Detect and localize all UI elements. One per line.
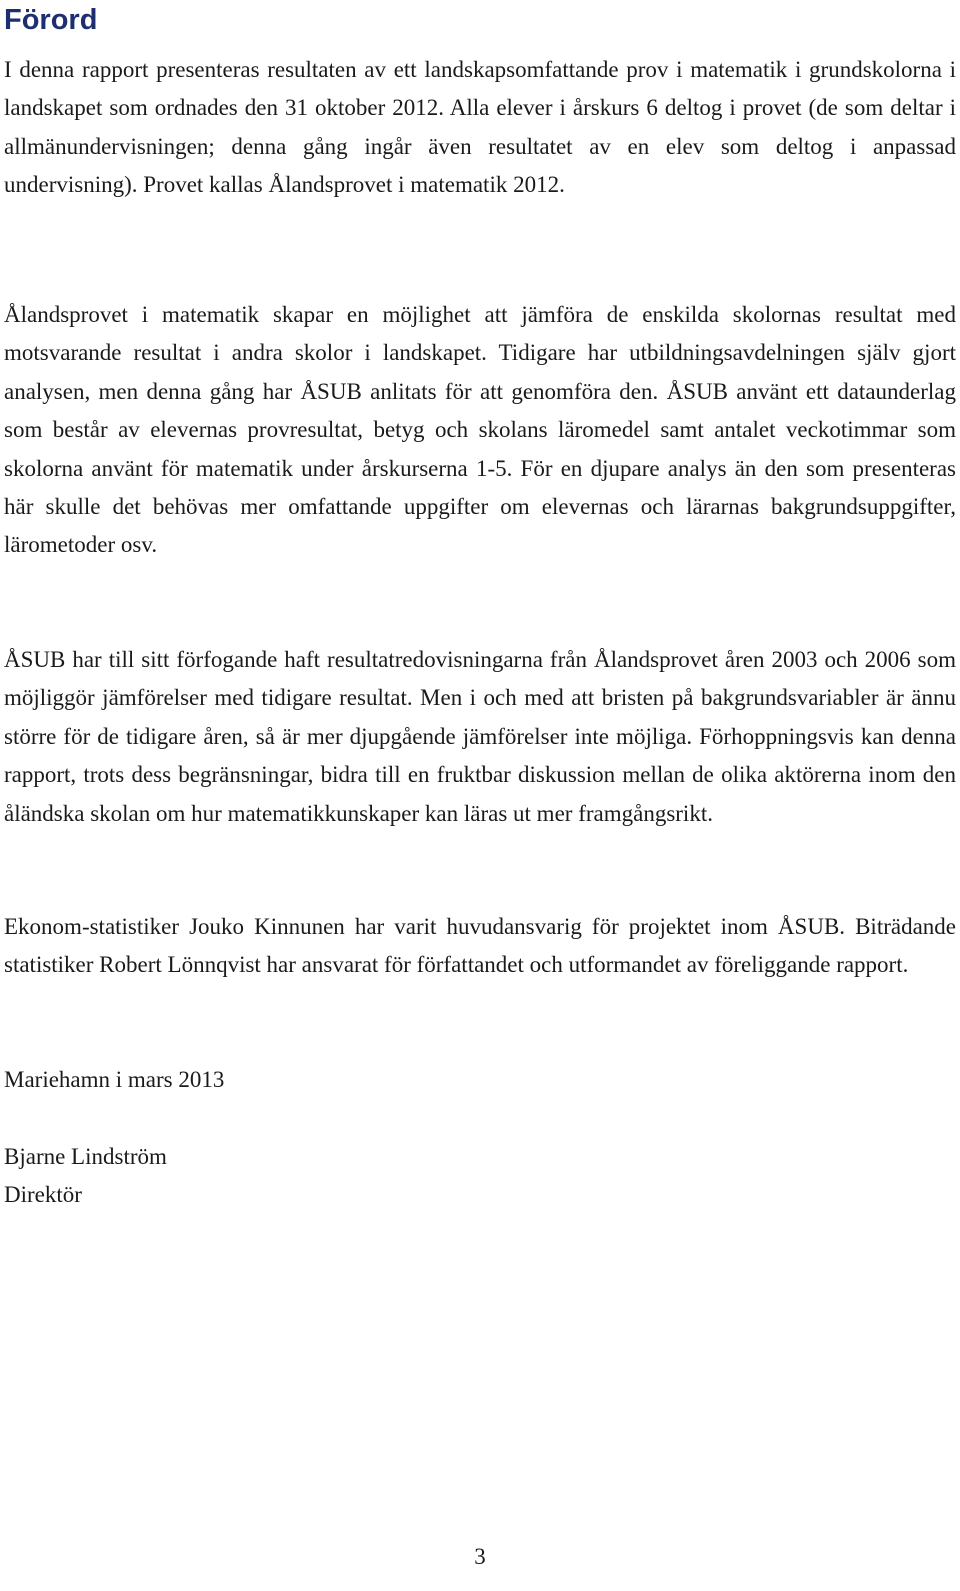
paragraph-intro: I denna rapport presenteras resultaten av ett landskapsomfattande prov i matematik i grundskolorna i landskapet som ordnades den 31 oktober 2012. Alla elever i årskurs 6 deltog i provet (de som deltar i allmänundervisningen; denna gång ingår även resultatet av en elev som deltog i anpassad undervisning). Provet kallas Ålandsprovet i matematik 2012. <box>4 57 956 198</box>
document-page <box>4 0 956 1569</box>
signature-name: Bjarne Lindström <box>4 1144 167 1169</box>
paragraph-authors: Ekonom-statistiker Jouko Kinnunen har varit huvudansvarig för projektet inom ÅSUB. Biträdande statistiker Robert Lönnqvist har ansvarat för författandet och utformandet av föreliggande rapport. <box>4 914 956 978</box>
page-title: Förord <box>4 4 98 36</box>
page-number: 3 <box>474 1544 486 1569</box>
paragraph-purpose: Ålandsprovet i matematik skapar en möjlighet att jämföra de enskilda skolornas resultat med motsvarande resultat i andra skolor i landskapet. Tidigare har utbildningsavdelningen själv gjort analysen, men denna gång har ÅSUB anlitats för att genomföra den. ÅSUB använt ett dataunderlag som består av elevernas provresultat, betyg och skolans läromedel samt antalet veckotimmar som skolorna använt för matematik under årskurserna 1-5. För en djupare analys än den som presenteras här skulle det behövas mer omfattande uppgifter om elevernas och lärarnas bakgrundsuppgifter, lärometoder osv. <box>4 302 956 558</box>
place-date: Mariehamn i mars 2013 <box>4 1067 225 1092</box>
paragraph-comparison: ÅSUB har till sitt förfogande haft resultatredovisningarna från Ålandsprovet åren 2003 och 2006 som möjliggör jämförelser med tidigare resultat. Men i och med att bristen på bakgrundsvariabler är ännu större för de tidigare åren, så är mer djupgående jämförelser inte möjliga. Förhoppningsvis kan denna rapport, trots dess begränsningar, bidra till en fruktbar diskussion mellan de olika aktörerna inom den åländska skolan om hur matematikkunskaper kan läras ut mer framgångsrikt. <box>4 647 956 826</box>
signature-title: Direktör <box>4 1182 82 1207</box>
